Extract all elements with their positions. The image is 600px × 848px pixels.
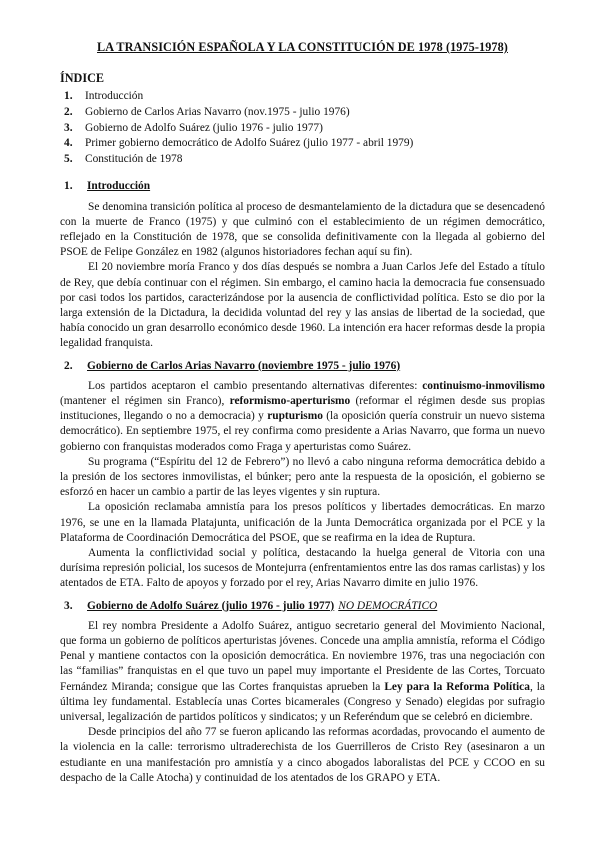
index-item-number: 1.: [64, 90, 73, 103]
document-title: LA TRANSICIÓN ESPAÑOLA Y LA CONSTITUCIÓN DE 1978 (1975-1978): [97, 40, 508, 54]
index-item-number: 4.: [64, 137, 73, 150]
paragraph: El rey nombra Presidente a Adolfo Suárez, antiguo secretario general del Movimiento Nacional, que forma un gobierno de políticos aperturistas jóvenes. Concede una amplia amnistía, reforma el Código Penal y mantiene contactos con la oposición democrática. En noviembre 1976, tras una negociación con las “familias” franquistas en el que tuvo un papel muy importante el Presidente de las Cortes, Torcuato Fernández Miranda; consigue que las Cortes franquistas aprueben la Ley para la Reforma Política, la última ley fundamental. Establecía unas Cortes bicamerales (Congreso y Senado) elegidas por sufragio universal, legalización de partidos políticos y sindicatos; y un Referéndum que se celebró en diciembre.: [60, 619, 545, 724]
section-introduccion: [60, 179, 545, 351]
index-item-text: Introducción: [85, 90, 144, 103]
section-suarez: [60, 599, 545, 786]
index-item: [60, 105, 545, 121]
paragraph: Los partidos aceptaron el cambio presentando alternativas diferentes: continuismo-inmovilismo (mantener el régimen sin Franco), reformismo-aperturismo (reformar el régimen desde sus propias instituciones, llegando o no a democracia) y rupturismo (la oposición quería construir un nuevo sistema democrático). En septiembre 1975, el rey confirma como presidente a Arias Navarro, que forma un nuevo gobierno con franquistas moderados como Fraga y aperturistas como Suárez.: [60, 379, 545, 453]
section-heading: [60, 599, 545, 614]
section-title: Introducción: [87, 180, 151, 193]
section-heading: [60, 359, 545, 374]
index-item-text: Gobierno de Adolfo Suárez (julio 1976 - julio 1977): [85, 121, 323, 134]
index-item: [60, 121, 545, 137]
index-item-number: 3.: [64, 121, 73, 134]
paragraph: Aumenta la conflictividad social y política, destacando la huelga general de Vitoria con una durísima represión policial, los sucesos de Montejurra (enfrentamientos entre las dos ramas carlistas) y los atentados de ETA. Falto de apoyos y forzado por el rey, Arias Navarro dimite en julio 1976.: [60, 547, 545, 590]
section-note: NO DEMOCRÁTICO: [338, 599, 438, 612]
index-item: [60, 152, 545, 168]
paragraph: Desde principios del año 77 se fueron aplicando las reformas acordadas, provocando el aumento de la violencia en la calle: terrorismo ultraderechista de los Guerrilleros de Cristo Rey (asesinaron a un estudiante en una manifestación pro amnistía y a cinco abogados laboralistas del PCE y CCOO en su despacho de la Calle Atocha) y continuidad de los atentados de los GRAPO y ETA.: [60, 726, 545, 784]
index-heading: ÍNDICE: [60, 71, 105, 86]
paragraph: El 20 noviembre moría Franco y dos días después se nombra a Juan Carlos Jefe del Estado a título de Rey, que debía continuar con el régimen. Sin embargo, el camino hacia la democracia fue consensuado por casi todos los partidos, caracterizándose por la ausencia de conflictividad política. Esto se dio por la larga extensión de la Dictadura, la decidida voluntad del rey y las ansias de libertad de la sociedad, que había conocido un gran desarrollo económico desde 1960. La intención era hacer reformas desde la propia legalidad franquista.: [60, 261, 545, 350]
index-item: [60, 89, 545, 105]
section-title: Gobierno de Carlos Arias Navarro (noviembre 1975 - julio 1976): [87, 359, 401, 372]
section-number: 3.: [64, 599, 73, 612]
index-item-number: 2.: [64, 106, 73, 118]
index-item-text: Primer gobierno democrático de Adolfo Suárez (julio 1977 - abril 1979): [85, 137, 414, 150]
index-item-number: 5.: [64, 152, 73, 165]
paragraph: La oposición reclamaba amnistía para los presos políticos y libertades democráticas. En marzo 1976, se une en la llamada Platajunta, unificación de la Junta Democrática organizada por el PCE y la Plataforma de Coordinación Democrática del PSOE, que se reafirma en la idea de Ruptura.: [60, 501, 545, 544]
section-arias-navarro: [60, 359, 545, 592]
index-item-text: Gobierno de Carlos Arias Navarro (nov.1975 - julio 1976): [85, 106, 350, 118]
section-number: 2.: [64, 359, 73, 372]
index-item-text: Constitución de 1978: [85, 152, 183, 165]
index-item: [60, 136, 545, 152]
section-title: Gobierno de Adolfo Suárez (julio 1976 - julio 1977): [87, 599, 335, 612]
index-list: [60, 89, 545, 167]
section-heading: [60, 179, 545, 194]
paragraph: Se denomina transición política al proceso de desmantelamiento de la dictadura que se desencadenó con la muerte de Franco (1975) y que culminó con el establecimiento de un régimen democrático, reflejado en la Constitución de 1978, que se consolida definitivamente con la llegada al gobierno del PSOE de Felipe González en 1982 (algunos historiadores fechan aquí su fin).: [60, 200, 545, 259]
section-number: 1.: [64, 180, 73, 193]
paragraph: Su programa (“Espíritu del 12 de Febrero”) no llevó a cabo ninguna reforma democrática debido a la presión de los sectores inmovilistas, el búnker; pero ante la respuesta de la oposición, el gobierno se esforzó en hacer un cambio a partir de las leyes vigentes y sin ruptura.: [60, 455, 545, 499]
